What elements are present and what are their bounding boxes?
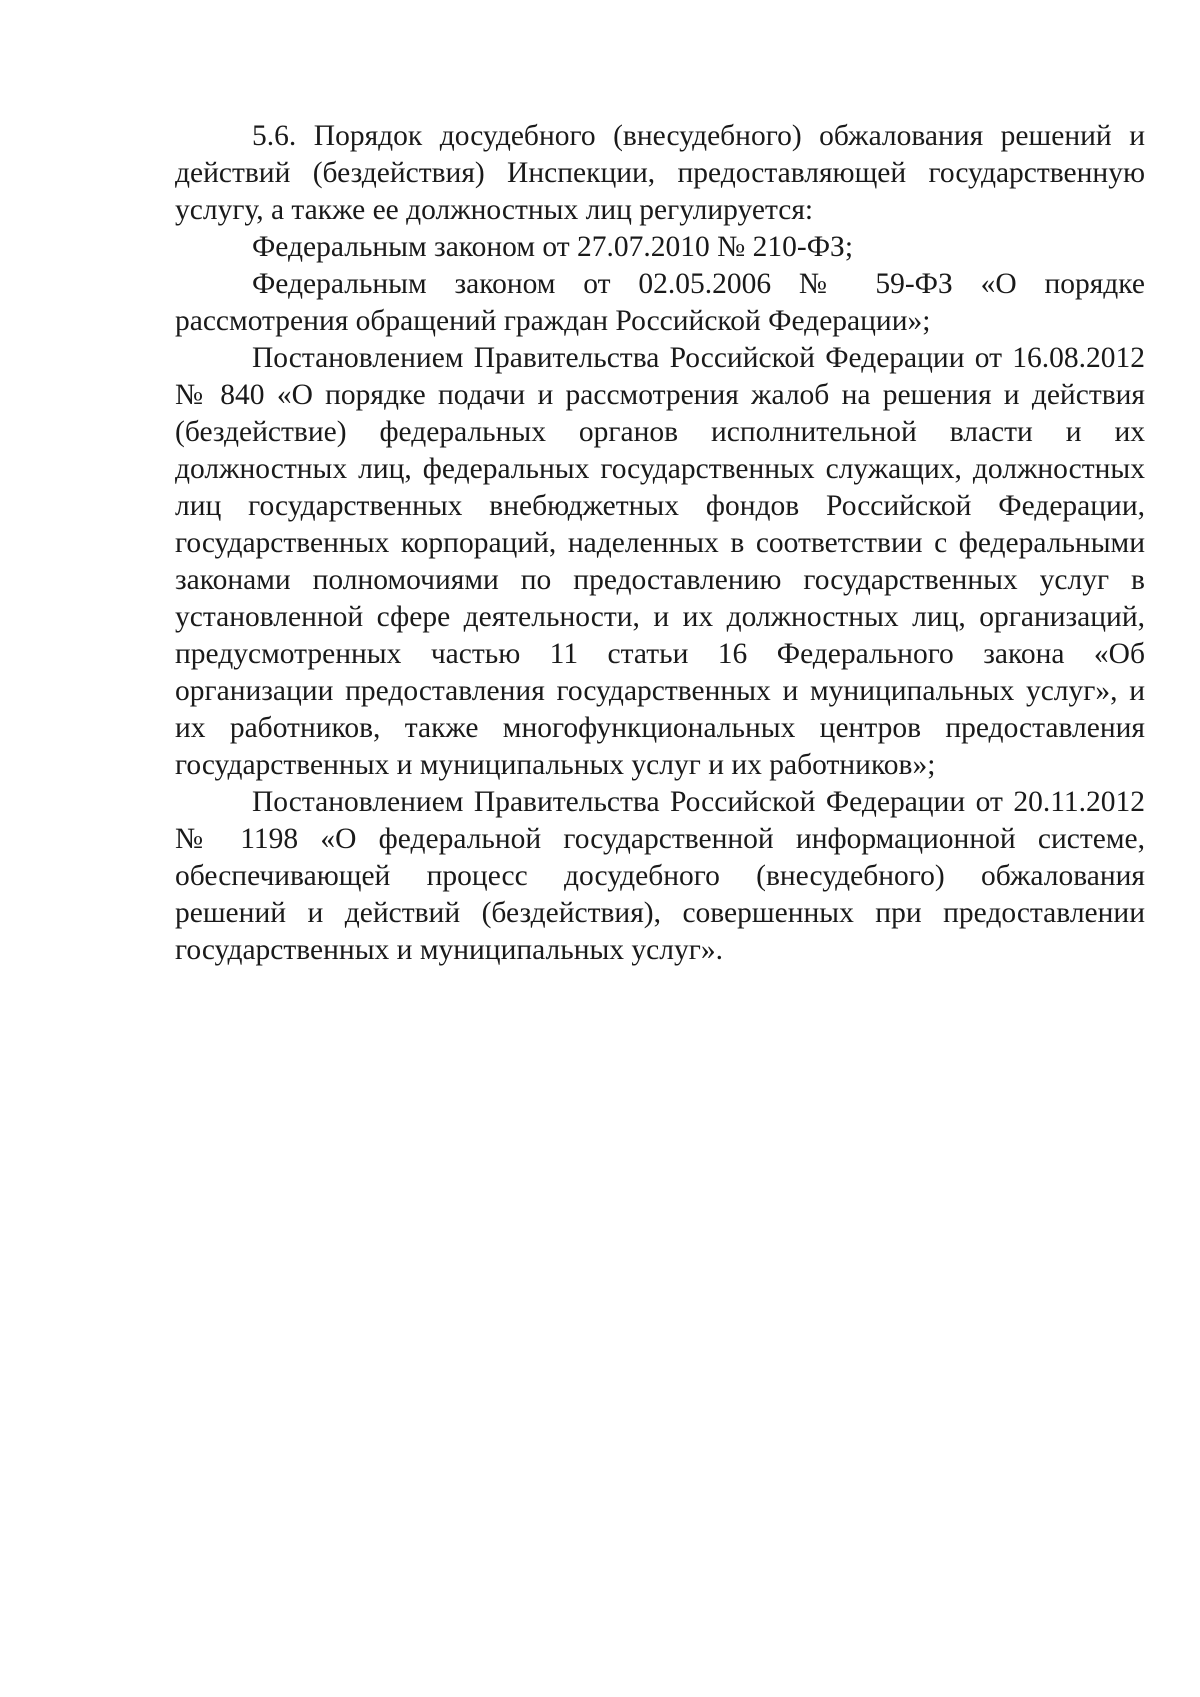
document-body <box>175 118 1145 969</box>
paragraph-resolution-840: Постановлением Правительства Российской Федерации от 16.08.2012 № 840 «О порядке подачи и рассмотрения жалоб на решения и действия (бездействие) федеральных органов исполнительной власти и их должностных лиц, федеральных государственных служащих, должностных лиц государственных внебюджетных фондов Российской Федерации, государственных корпораций, наделенных в соответствии с федеральными законами полномочиями по предоставлению государственных услуг в установленной сфере деятельности, и их должностных лиц, организаций, предусмотренных частью 11 статьи 16 Федерального закона «Об организации предоставления государственных и муниципальных услуг», и их работников, также многофункциональных центров предоставления государственных и муниципальных услуг и их работников»; <box>175 342 1145 781</box>
paragraph-section-5-6: 5.6. Порядок досудебного (внесудебного) обжалования решений и действий (бездействия) Инспекции, предоставляющей государственную услугу, а также ее должностных лиц регулируется: <box>175 120 1145 226</box>
paragraph-resolution-1198: Постановлением Правительства Российской Федерации от 20.11.2012 № 1198 «О федеральной государственной информационной системе, обеспечивающей процесс досудебного (внесудебного) обжалования решений и действий (бездействия), совершенных при предоставлении государственных и муниципальных услуг». <box>175 786 1145 966</box>
paragraph-law-59-fz: Федеральным законом от 02.05.2006 № 59-ФЗ «О порядке рассмотрения обращений граждан Российской Федерации»; <box>175 268 1145 337</box>
paragraph-law-210-fz: Федеральным законом от 27.07.2010 № 210-ФЗ; <box>252 231 854 263</box>
